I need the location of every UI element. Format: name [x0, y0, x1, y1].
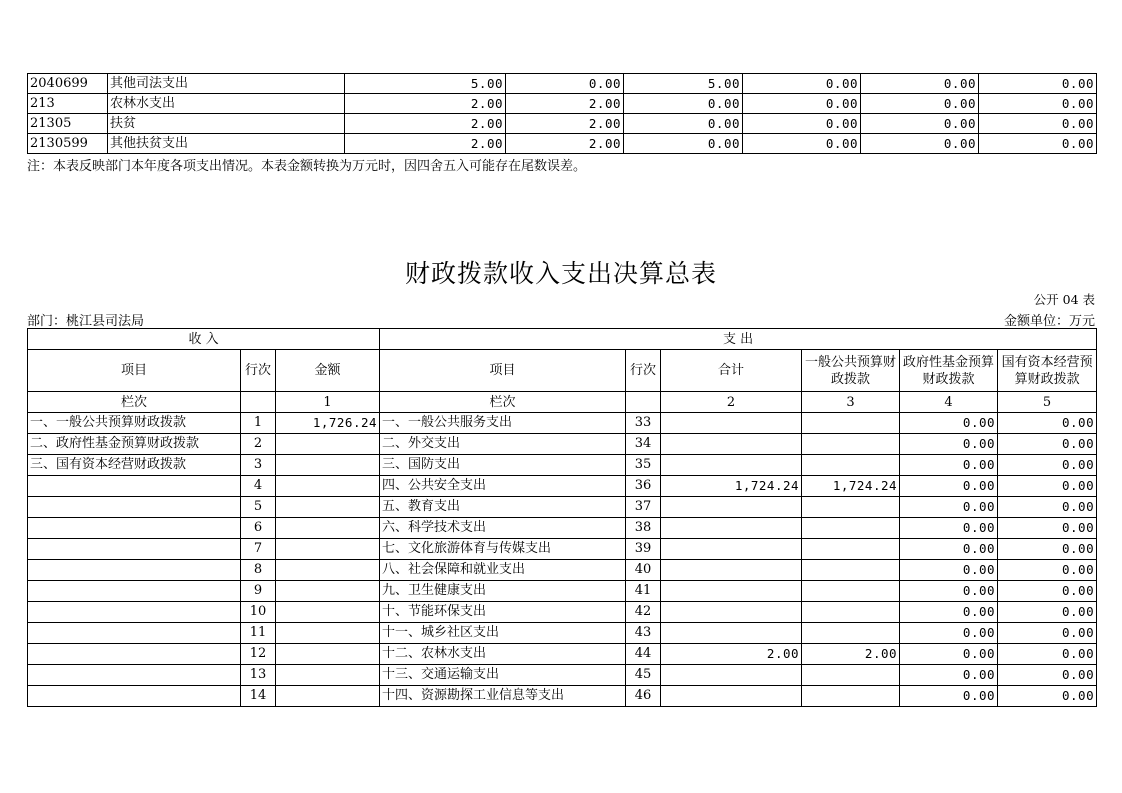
expense-row-no: 36	[626, 476, 661, 497]
total-amount	[661, 581, 802, 602]
income-row-no: 6	[241, 518, 276, 539]
expense-row-no: 37	[626, 497, 661, 518]
fiscal-summary-table	[27, 328, 1097, 707]
col-2-label: 2	[661, 392, 802, 413]
total-amount	[661, 539, 802, 560]
total-header: 合计	[661, 350, 802, 392]
total-amount	[661, 686, 802, 707]
subject-code: 21305	[28, 114, 108, 134]
expense-row-no: 43	[626, 623, 661, 644]
income-item	[28, 665, 241, 686]
amount-cell: 0.00	[743, 134, 861, 154]
table-row	[28, 134, 1097, 154]
total-amount	[661, 560, 802, 581]
state-capital-amount: 0.00	[998, 476, 1097, 497]
income-item	[28, 518, 241, 539]
total-amount	[661, 602, 802, 623]
total-amount	[661, 455, 802, 476]
empty-cell	[241, 392, 276, 413]
table-row	[28, 686, 1097, 707]
income-row-no: 3	[241, 455, 276, 476]
expense-item: 一、一般公共服务支出	[380, 413, 626, 434]
gov-fund-amount: 0.00	[900, 455, 998, 476]
amount-cell: 0.00	[624, 134, 743, 154]
unit-label: 金额单位：万元	[1003, 314, 1095, 329]
gov-fund-amount: 0.00	[900, 602, 998, 623]
general-budget-amount	[802, 413, 900, 434]
total-amount	[661, 518, 802, 539]
general-budget-header: 一般公共预算财政拨款	[802, 350, 900, 392]
col-4-label: 4	[900, 392, 998, 413]
subject-code: 213	[28, 94, 108, 114]
income-col-label: 栏次	[28, 392, 241, 413]
income-row-no: 13	[241, 665, 276, 686]
income-row-no: 8	[241, 560, 276, 581]
expense-item: 四、公共安全支出	[380, 476, 626, 497]
income-amount	[276, 497, 380, 518]
form-number: 公开 04 表	[1033, 292, 1095, 307]
table-row	[28, 476, 1097, 497]
income-amount	[276, 665, 380, 686]
total-amount	[661, 497, 802, 518]
amount-cell: 0.00	[979, 94, 1097, 114]
expense-row-no: 45	[626, 665, 661, 686]
table-row	[28, 560, 1097, 581]
amount-cell: 0.00	[979, 74, 1097, 94]
income-item	[28, 560, 241, 581]
state-capital-amount: 0.00	[998, 455, 1097, 476]
gov-fund-amount: 0.00	[900, 413, 998, 434]
expense-detail-table	[27, 73, 1097, 154]
income-item: 二、政府性基金预算财政拨款	[28, 434, 241, 455]
gov-fund-amount: 0.00	[900, 518, 998, 539]
income-amount	[276, 518, 380, 539]
amount-cell: 0.00	[861, 74, 979, 94]
expense-item: 七、文化旅游体育与传媒支出	[380, 539, 626, 560]
state-capital-amount: 0.00	[998, 581, 1097, 602]
income-row-no: 1	[241, 413, 276, 434]
expense-item: 二、外交支出	[380, 434, 626, 455]
total-amount	[661, 413, 802, 434]
subject-name: 农林水支出	[108, 94, 345, 114]
table-row	[28, 413, 1097, 434]
total-amount	[661, 623, 802, 644]
income-header: 收 入	[28, 329, 380, 350]
table-row	[28, 497, 1097, 518]
state-capital-amount: 0.00	[998, 665, 1097, 686]
state-capital-amount: 0.00	[998, 644, 1097, 665]
income-amount-header: 金额	[276, 350, 380, 392]
amount-cell: 0.00	[624, 94, 743, 114]
table-row	[28, 644, 1097, 665]
expense-header: 支 出	[380, 329, 1097, 350]
income-row-no: 12	[241, 644, 276, 665]
state-capital-header: 国有资本经营预算财政拨款	[998, 350, 1097, 392]
income-amount	[276, 455, 380, 476]
expense-item: 十三、交通运输支出	[380, 665, 626, 686]
amount-cell: 2.00	[506, 134, 624, 154]
income-amount	[276, 686, 380, 707]
gov-fund-amount: 0.00	[900, 623, 998, 644]
income-row-no-header: 行次	[241, 350, 276, 392]
expense-row-no: 40	[626, 560, 661, 581]
expense-row-no: 46	[626, 686, 661, 707]
amount-cell: 2.00	[345, 134, 506, 154]
amount-cell: 0.00	[624, 114, 743, 134]
income-item	[28, 539, 241, 560]
general-budget-amount	[802, 581, 900, 602]
income-item: 三、国有资本经营财政拨款	[28, 455, 241, 476]
empty-cell	[626, 392, 661, 413]
amount-cell: 5.00	[624, 74, 743, 94]
amount-cell: 2.00	[506, 114, 624, 134]
general-budget-amount	[802, 539, 900, 560]
expense-item: 六、科学技术支出	[380, 518, 626, 539]
state-capital-amount: 0.00	[998, 497, 1097, 518]
state-capital-amount: 0.00	[998, 602, 1097, 623]
income-item: 一、一般公共预算财政拨款	[28, 413, 241, 434]
income-item	[28, 497, 241, 518]
amount-cell: 0.00	[979, 114, 1097, 134]
income-item	[28, 623, 241, 644]
table-row	[28, 94, 1097, 114]
total-amount: 2.00	[661, 644, 802, 665]
table-note: 注：本表反映部门本年度各项支出情况。本表金额转换为万元时，因四舍五入可能存在尾数误差。	[27, 159, 587, 174]
expense-item: 九、卫生健康支出	[380, 581, 626, 602]
amount-cell: 2.00	[345, 114, 506, 134]
table-row	[28, 539, 1097, 560]
total-amount	[661, 434, 802, 455]
general-budget-amount: 2.00	[802, 644, 900, 665]
income-row-no: 14	[241, 686, 276, 707]
amount-cell: 0.00	[861, 134, 979, 154]
expense-col-label: 栏次	[380, 392, 626, 413]
subject-code: 2040699	[28, 74, 108, 94]
state-capital-amount: 0.00	[998, 413, 1097, 434]
income-row-no: 10	[241, 602, 276, 623]
income-row-no: 5	[241, 497, 276, 518]
subject-code: 2130599	[28, 134, 108, 154]
income-amount	[276, 581, 380, 602]
amount-cell: 0.00	[979, 134, 1097, 154]
expense-row-no: 42	[626, 602, 661, 623]
income-amount	[276, 560, 380, 581]
page-title: 财政拨款收入支出决算总表	[404, 259, 717, 288]
expense-item: 八、社会保障和就业支出	[380, 560, 626, 581]
income-item	[28, 686, 241, 707]
col-1-label: 1	[276, 392, 380, 413]
expense-item: 五、教育支出	[380, 497, 626, 518]
state-capital-amount: 0.00	[998, 518, 1097, 539]
col-5-label: 5	[998, 392, 1097, 413]
income-item	[28, 581, 241, 602]
general-budget-amount	[802, 602, 900, 623]
general-budget-amount	[802, 455, 900, 476]
gov-fund-header: 政府性基金预算财政拨款	[900, 350, 998, 392]
general-budget-amount: 1,724.24	[802, 476, 900, 497]
expense-item: 十、节能环保支出	[380, 602, 626, 623]
expense-item-header: 项目	[380, 350, 626, 392]
amount-cell: 2.00	[506, 94, 624, 114]
income-amount	[276, 623, 380, 644]
table-row	[28, 518, 1097, 539]
amount-cell: 5.00	[345, 74, 506, 94]
table-row	[28, 665, 1097, 686]
state-capital-amount: 0.00	[998, 560, 1097, 581]
state-capital-amount: 0.00	[998, 539, 1097, 560]
subject-name: 其他司法支出	[108, 74, 345, 94]
income-item	[28, 476, 241, 497]
state-capital-amount: 0.00	[998, 686, 1097, 707]
expense-row-no: 33	[626, 413, 661, 434]
amount-cell: 0.00	[743, 114, 861, 134]
income-amount	[276, 539, 380, 560]
state-capital-amount: 0.00	[998, 623, 1097, 644]
department-label: 部门：桃江县司法局	[27, 314, 145, 329]
general-budget-amount	[802, 497, 900, 518]
amount-cell: 0.00	[861, 114, 979, 134]
general-budget-amount	[802, 434, 900, 455]
expense-row-no: 44	[626, 644, 661, 665]
total-amount	[661, 665, 802, 686]
income-amount	[276, 476, 380, 497]
expense-row-no: 35	[626, 455, 661, 476]
subject-name: 扶贫	[108, 114, 345, 134]
expense-row-no: 38	[626, 518, 661, 539]
general-budget-amount	[802, 665, 900, 686]
gov-fund-amount: 0.00	[900, 476, 998, 497]
gov-fund-amount: 0.00	[900, 665, 998, 686]
income-row-no: 11	[241, 623, 276, 644]
gov-fund-amount: 0.00	[900, 644, 998, 665]
expense-row-no: 34	[626, 434, 661, 455]
income-item-header: 项目	[28, 350, 241, 392]
gov-fund-amount: 0.00	[900, 560, 998, 581]
expense-row-no: 39	[626, 539, 661, 560]
expense-item: 十二、农林水支出	[380, 644, 626, 665]
income-item	[28, 644, 241, 665]
table-row	[28, 581, 1097, 602]
general-budget-amount	[802, 560, 900, 581]
subject-name: 其他扶贫支出	[108, 134, 345, 154]
amount-cell: 0.00	[506, 74, 624, 94]
amount-cell: 0.00	[861, 94, 979, 114]
table-row	[28, 74, 1097, 94]
expense-row-no: 41	[626, 581, 661, 602]
table-row	[28, 623, 1097, 644]
expense-row-no-header: 行次	[626, 350, 661, 392]
amount-cell: 2.00	[345, 94, 506, 114]
income-amount	[276, 434, 380, 455]
amount-cell: 0.00	[743, 74, 861, 94]
income-row-no: 9	[241, 581, 276, 602]
gov-fund-amount: 0.00	[900, 539, 998, 560]
general-budget-amount	[802, 686, 900, 707]
income-row-no: 2	[241, 434, 276, 455]
amount-cell: 0.00	[743, 94, 861, 114]
gov-fund-amount: 0.00	[900, 434, 998, 455]
general-budget-amount	[802, 518, 900, 539]
total-amount: 1,724.24	[661, 476, 802, 497]
expense-item: 十一、城乡社区支出	[380, 623, 626, 644]
state-capital-amount: 0.00	[998, 434, 1097, 455]
income-amount	[276, 644, 380, 665]
income-amount	[276, 602, 380, 623]
income-amount: 1,726.24	[276, 413, 380, 434]
income-item	[28, 602, 241, 623]
expense-item: 十四、资源勘探工业信息等支出	[380, 686, 626, 707]
table-row	[28, 602, 1097, 623]
income-row-no: 4	[241, 476, 276, 497]
general-budget-amount	[802, 623, 900, 644]
table-row	[28, 114, 1097, 134]
expense-item: 三、国防支出	[380, 455, 626, 476]
table-row	[28, 434, 1097, 455]
gov-fund-amount: 0.00	[900, 497, 998, 518]
gov-fund-amount: 0.00	[900, 581, 998, 602]
col-3-label: 3	[802, 392, 900, 413]
table-row	[28, 455, 1097, 476]
gov-fund-amount: 0.00	[900, 686, 998, 707]
income-row-no: 7	[241, 539, 276, 560]
